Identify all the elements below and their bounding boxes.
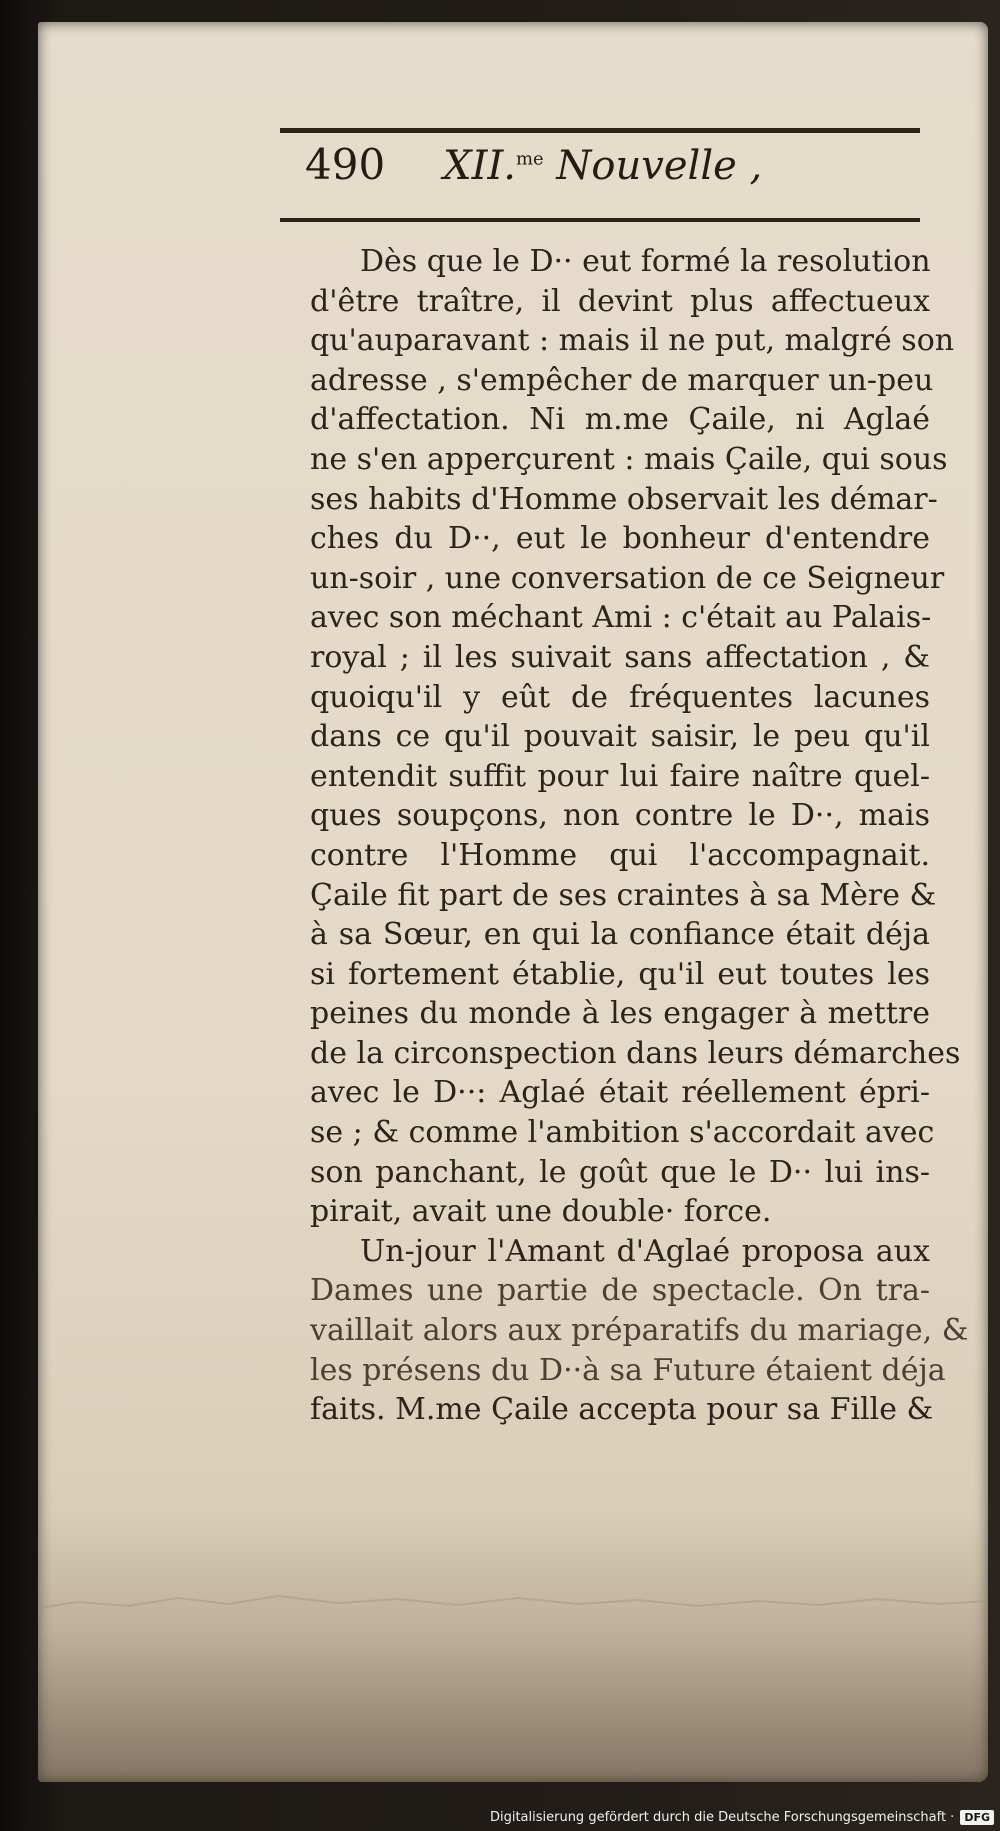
text-line: pirait, avait une double· force. bbox=[310, 1194, 772, 1230]
body-text bbox=[310, 242, 969, 1430]
torn-paper-edge bbox=[38, 1592, 988, 1612]
text-line: qu'auparavant : mais il ne put, malgré son bbox=[310, 323, 955, 359]
text-line: entendit suffit pour lui faire naître quel- bbox=[310, 758, 930, 794]
text-line: ques soupçons, non contre le D··, mais bbox=[310, 798, 930, 834]
digitization-credit bbox=[490, 1810, 994, 1825]
page-stain bbox=[38, 1512, 988, 1782]
header-rule-top bbox=[280, 128, 920, 133]
page-number: 490 bbox=[305, 140, 386, 189]
text-line: avec son méchant Ami : c'était au Palais- bbox=[310, 600, 932, 636]
dfg-logo: DFG bbox=[960, 1810, 994, 1825]
text-line: adresse , s'empêcher de marquer un-peu bbox=[310, 362, 934, 398]
text-line: à sa Sœur, en qui la confiance était déja bbox=[310, 917, 930, 953]
text-line: quoiqu'il y eût de fréquentes lacunes bbox=[310, 679, 930, 715]
text-line: se ; & comme l'ambition s'accordait avec bbox=[310, 1115, 935, 1151]
text-line: peines du monde à les engager à mettre bbox=[310, 996, 930, 1032]
chapter-title-rest: Nouvelle , bbox=[543, 143, 763, 189]
chapter-title-superscript: me bbox=[515, 148, 544, 170]
text-line: ches du D··, eut le bonheur d'entendre bbox=[310, 521, 930, 557]
text-line: si fortement établie, qu'il eut toutes les bbox=[310, 956, 930, 992]
text-line: ne s'en apperçurent : mais Çaile, qui sous bbox=[310, 441, 948, 477]
text-line: Çaile fit part de ses craintes à sa Mère & bbox=[310, 877, 937, 913]
text-line: royal ; il les suivait sans affectation , & bbox=[310, 639, 930, 675]
text-line: d'affectation. Ni m.me Çaile, ni Aglaé bbox=[310, 402, 930, 438]
text-line: vaillait alors aux préparatifs du mariage, & bbox=[310, 1313, 969, 1349]
text-line: d'être traître, il devint plus affectueux bbox=[310, 283, 930, 319]
text-line: ses habits d'Homme observait les démar- bbox=[310, 481, 938, 517]
text-line: faits. M.me Çaile accepta pour sa Fille & bbox=[310, 1392, 934, 1428]
running-head bbox=[305, 140, 905, 210]
text-line: de la circonspection dans leurs démarches bbox=[310, 1035, 961, 1071]
chapter-title-numeral: XII. bbox=[443, 143, 516, 189]
text-line: les présens du D··à sa Future étaient déja bbox=[310, 1352, 946, 1388]
text-line: Dès que le D·· eut formé la resolution bbox=[360, 244, 931, 279]
credit-text: Digitalisierung gefördert durch die Deutsche Forschungsgemeinschaft · bbox=[489, 1810, 955, 1825]
chapter-title bbox=[443, 143, 762, 189]
text-line: contre l'Homme qui l'accompagnait. bbox=[310, 837, 930, 873]
text-line: avec le D··: Aglaé était réellement épri- bbox=[310, 1075, 930, 1111]
text-line: Dames une partie de spectacle. On tra- bbox=[310, 1273, 930, 1309]
text-line: son panchant, le goût que le D·· lui ins- bbox=[310, 1154, 930, 1190]
text-line: Un-jour l'Amant d'Aglaé proposa aux bbox=[360, 1233, 930, 1269]
text-line: dans ce qu'il pouvait saisir, le peu qu'il bbox=[310, 719, 930, 755]
header-rule-bottom bbox=[280, 218, 920, 222]
text-line: un-soir , une conversation de ce Seigneur bbox=[310, 560, 945, 596]
